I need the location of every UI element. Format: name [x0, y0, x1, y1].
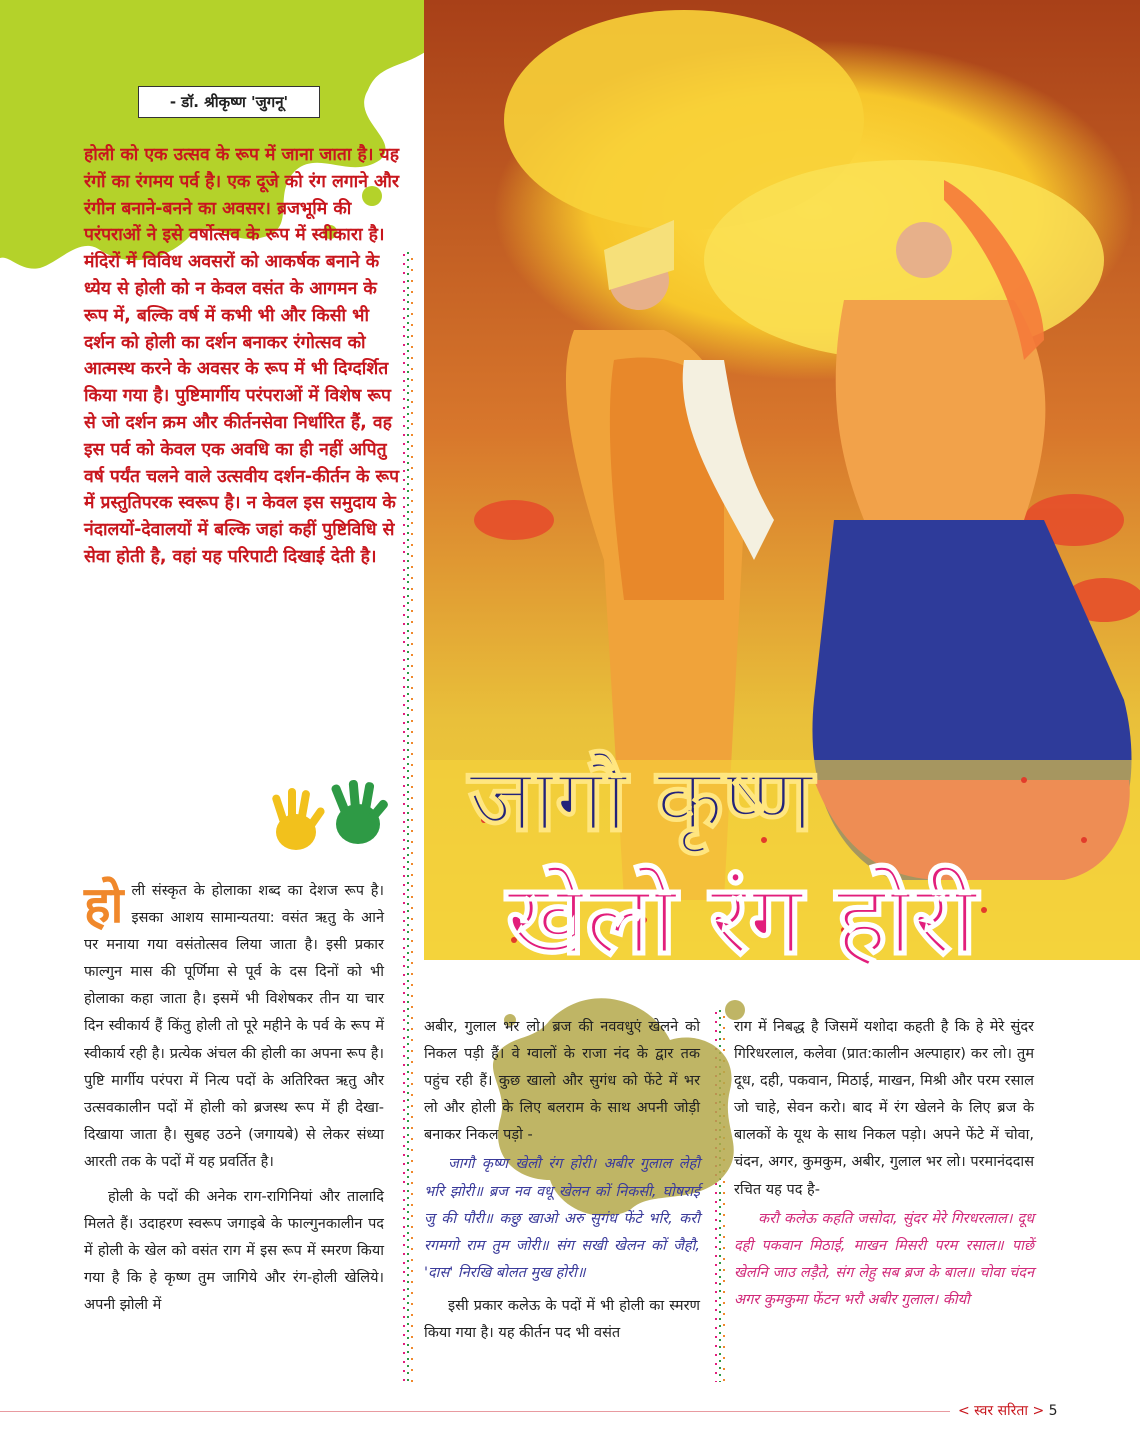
col2-verse: जागौ कृष्ण खेलौ रंग होरी। अबीर गुलाल लेहौ भरि झोरी॥ ब्रज नव वधू खेलन कों निकसी, घोषराई जु की पौरी॥ कछु खाओ अरु सुगंध फेंटे भरि, करौ रगमगो राम तुम जोरी॥ संग सखी खेलन कों जैहौ, 'दास' निरखि बोलत मुख होरी॥ — [424, 1156, 700, 1281]
handprint-icon — [262, 780, 402, 860]
article-column-3 — [734, 1014, 1034, 1314]
footer-rule — [0, 1411, 950, 1412]
headline-line-2: खेलो रंग होरी — [506, 863, 977, 977]
headline-line-1: जागौ कृष्ण — [468, 748, 813, 851]
article-column-1 — [84, 878, 384, 1320]
author-byline: - डॉ. श्रीकृष्ण 'जुगनू' — [138, 86, 320, 118]
divider-left — [400, 252, 416, 1384]
magazine-name: < स्वर सरिता > — [958, 1403, 1045, 1419]
page-number: 5 — [1048, 1403, 1058, 1419]
col2-paragraph-2: इसी प्रकार कलेऊ के पदों में भी होली का स्मरण किया गया है। यह कीर्तन पद भी वसंत — [424, 1297, 700, 1342]
col1-paragraph-1: ली संस्कृत के होलाका शब्द का देशज रूप है। इसका आशय सामान्यतया: वसंत ऋतु के आने पर मनाया गया वसंतोत्सव लिया जाता है। इसी प्रकार फाल्गुन मास की पूर्णिमा से पूर्व के दस दिनों को भी होलाका कहा जाता है। इसमें भी विशेषकर तीन या चार दिन स्वीकार्य हैं किंतु होली तो पूरे महीने के पर्व के रूप में स्वीकार्य रही है। प्रत्येक अंचल की होली का अपना रूप है। पुष्टि मार्गीय परंपरा में नित्य पदों के अतिरिक्त ऋतु और उत्सवकालीन पदों में होली को ब्रजस्थ रूप में ही देखा-दिखाया जाता है। सुबह उठने (जगायबे) से लेकर संध्या आरती तक के पदों में यह प्रवर्तित है। — [84, 883, 384, 1170]
col3-paragraph-1: राग में निबद्ध है जिसमें यशोदा कहती है कि हे मेरे सुंदर गिरिधरलाल, कलेवा (प्रात:कालीन अल्पाहार) कर लो। तुम दूध, दही, पकवान, मिठाई, माखन, मिश्री और परम रसाल जो चाहे, सेवन करो। बाद में रंग खेलने के लिए ब्रज के बालकों के यूथ के साथ निकल पड़ो। अपने फेंटे में चोवा, चंदन, अगर, कुमकुम, अबीर, गुलाल भर लो। परमानंददास रचित यह पद है- — [734, 1019, 1034, 1198]
intro-paragraph: होली को एक उत्सव के रूप में जाना जाता है। यह रंगों का रंगमय पर्व है। एक दूजे को रंग लगाने और रंगीन बनाने-बनने का अवसर। ब्रजभूमि की परंपराओं ने इसे वर्षोत्सव के रूप में स्वीकारा है। मंदिरों में विविध अवसरों को आकर्षक बनाने के ध्येय से होली को न केवल वसंत के आगमन के रूप में, बल्कि वर्ष में कभी भी और किसी भी दर्शन को होली का दर्शन बनाकर रंगोत्सव को आत्मस्थ करने के अवसर के रूप में भी दिग्दर्शित किया गया है। पुष्टिमार्गीय परंपराओं में विशेष रूप से जो दर्शन क्रम और कीर्तनसेवा निर्धारित हैं, वह इस पर्व को केवल एक अवधि का ही नहीं अपितु वर्ष पर्यंत चलने वाले उत्सवीय दर्शन-कीर्तन के रूप में प्रस्तुतिपरक स्वरूप है। न केवल इस समुदाय के नंदालयों-देवालयों में बल्कि जहां कहीं पुष्टिविधि से सेवा होती है, वहां यह परिपाटी दिखाई देती है। — [84, 145, 400, 567]
col3-verse: करौ कलेऊ कहति जसोदा, सुंदर मेरे गिरधरलाल। दूध दही पकवान मिठाई, माखन मिसरी परम रसाल॥ पाछें खेलनि जाउ लड़ैते, संग लेहु सब ब्रज के बाल॥ चोवा चंदन अगर कुमकुमा फेंटन भरौ अबीर गुलाल। कीयौ — [734, 1210, 1034, 1308]
col1-paragraph-2: होली के पदों की अनेक राग-रागिनियां और तालादि मिलते हैं। उदाहरण स्वरूप जगाइबे के फाल्गुनकालीन पद में होली के खेल को वसंत राग में इस रूप में स्मरण किया गया है कि हे कृष्ण तुम जागिये और रंग-होली खेलिये। अपनी झोली में — [84, 1189, 384, 1314]
page-footer — [958, 1401, 1058, 1420]
col2-paragraph-1: अबीर, गुलाल भर लो। ब्रज की नववधुएं खेलने को निकल पड़ी हैं। वे ग्वालों के राजा नंद के द्वार तक पहुंच रही हैं। कुछ खालो और सुगंध को फेंटे में भर लो और होली के लिए बलराम के साथ अपनी जोड़ी बनाकर निकल पड़ो - — [424, 1019, 700, 1144]
drop-cap: हो — [84, 876, 124, 934]
article-column-2 — [424, 1014, 700, 1347]
